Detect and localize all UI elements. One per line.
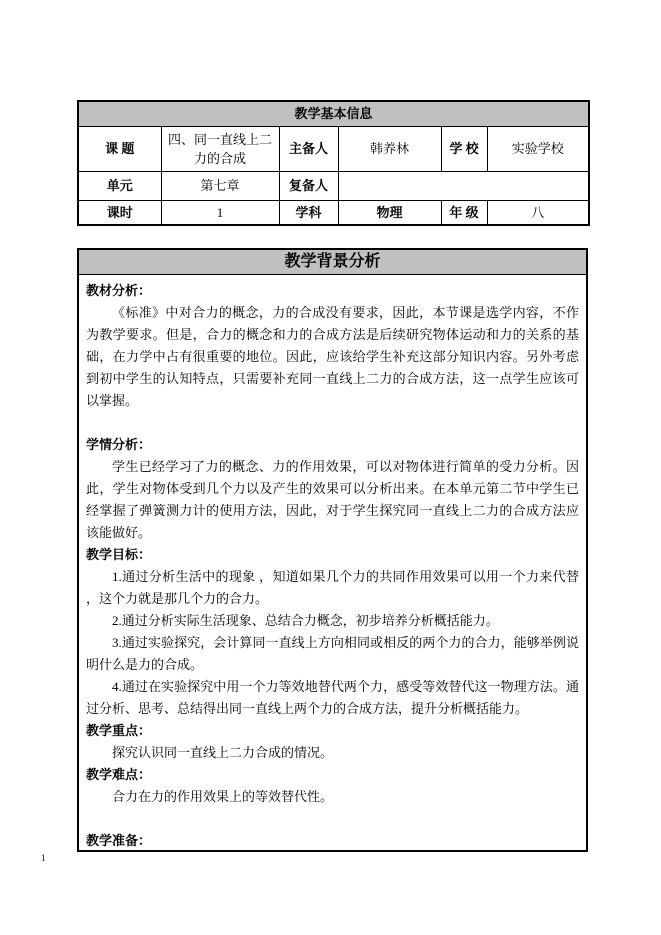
learner-analysis-text: 学生已经学习了力的概念、力的作用效果，可以对物体进行简单的受力分析。因此，学生对物体受到几个力以及产生的效果可以分析出来。在本单元第二节中学生已经掌握了弹簧测力计的使用方法，因此，对于学生探究同一直线上二力的合成方法应该能做好。	[86, 459, 579, 540]
table-row	[78, 171, 589, 200]
blank-line	[86, 412, 579, 434]
background-analysis-table	[77, 248, 588, 852]
basic-info-table-title: 教学基本信息	[78, 101, 589, 126]
subject-value: 物理	[338, 200, 441, 225]
material-analysis-text: 《标准》中对合力的概念，力的合成没有要求，因此，本节课是选学内容，不作为教学要求。但是，合力的概念和力的合成方法是后续研究物体运动和力的关系的基础，在力学中占有很重要的地位。因此，应该给学生补充这部分知识内容。另外考虑到初中学生的认知特点，只需要补充同一直线上二力的合成方法，这一点学生应该可以掌握。	[86, 305, 579, 408]
blank-line	[86, 808, 579, 830]
preparation-heading: 教学准备：	[86, 833, 152, 848]
objective-item: 1.通过分析生活中的现象 ，知道如果几个力的共同作用效果可以用一个力来代替 ，这个力就是那几个力的合力。	[86, 569, 579, 606]
objective-item: 2.通过分析实际生活现象、总结合力概念，初步培养分析概括能力。	[112, 613, 499, 628]
period-label: 课时	[78, 200, 161, 225]
main-preparer-value: 韩养林	[338, 126, 441, 171]
difficulties-text: 合力在力的作用效果上的等效替代性。	[112, 789, 334, 804]
school-value: 实验学校	[487, 126, 589, 171]
page-number: 1	[41, 853, 46, 863]
objective-item: 3.通过实验探究，会计算同一直线上方向相同或相反的两个力的合力，能够举例说明什么是力的合成。	[86, 635, 579, 672]
objective-item: 4.通过在实验探究中用一个力等效地替代两个力，感受等效替代这一物理方法。通过分析、思考、总结得出同一直线上两个力的合成方法，提升分析概括能力。	[86, 679, 579, 716]
grade-label: 年 级	[441, 200, 487, 225]
topic-label: 课 题	[78, 126, 161, 171]
subject-label: 学科	[279, 200, 338, 225]
grade-value: 八	[487, 200, 589, 225]
difficulties-heading: 教学难点：	[86, 767, 152, 782]
basic-info-title-row	[78, 101, 589, 126]
table-row	[78, 200, 589, 225]
period-value: 1	[161, 200, 279, 225]
key-points-text: 探究认识同一直线上二力合成的情况。	[112, 745, 334, 760]
basic-info-table	[77, 100, 590, 226]
objectives-heading: 教学目标：	[86, 547, 152, 562]
learner-analysis-heading: 学情分析：	[86, 437, 152, 452]
main-preparer-label: 主备人	[279, 126, 338, 171]
background-analysis-body	[79, 275, 586, 852]
unit-label: 单元	[78, 171, 161, 200]
co-preparer-label: 复备人	[279, 171, 338, 200]
unit-value: 第七章	[161, 171, 279, 200]
material-analysis-heading: 教材分析：	[86, 283, 152, 298]
background-analysis-title: 教学背景分析	[79, 250, 586, 275]
table-row	[78, 126, 589, 171]
topic-value: 四、同一直线上二力的合成	[161, 126, 279, 171]
school-label: 学 校	[441, 126, 487, 171]
co-preparer-value	[338, 171, 589, 200]
key-points-heading: 教学重点：	[86, 723, 152, 738]
